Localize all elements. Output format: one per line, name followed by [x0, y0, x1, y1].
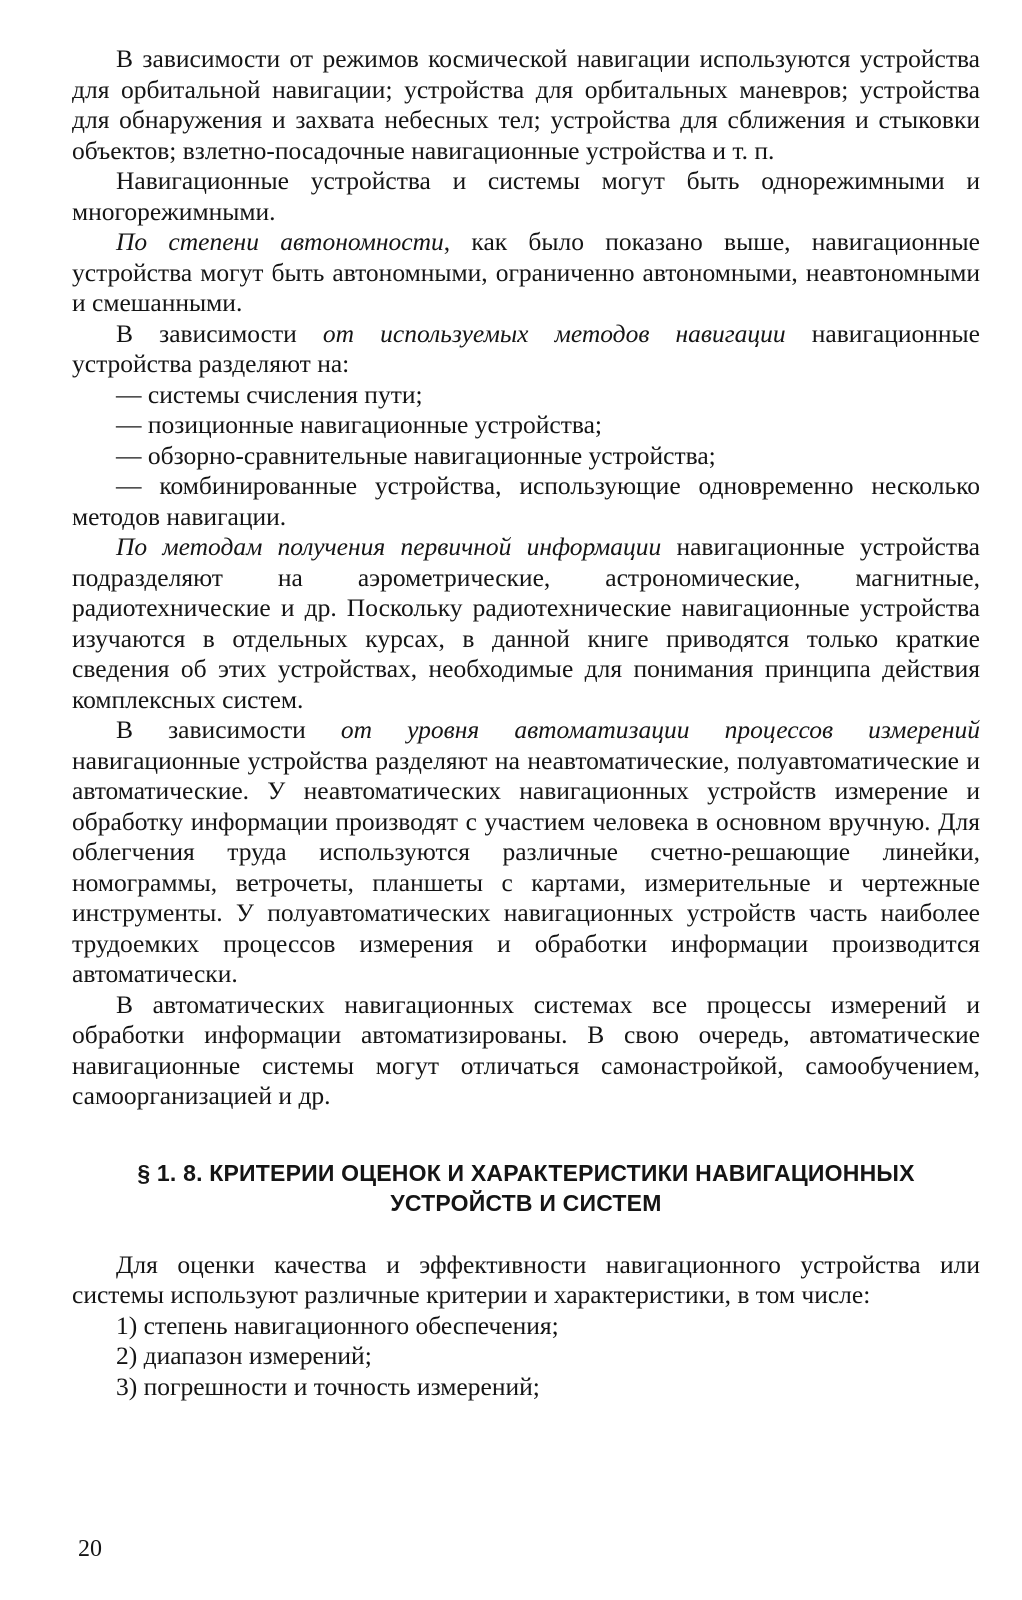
paragraph-text: навигационные устройства разделяют на неавтоматические, полуавтоматические и автоматические. У неавтоматических навигационных устройств измерение и обработку информации производят с участием человека в основном вручную. Для облегчения труда используются различные счетно-решающие линейки, номограммы, ветрочеты, планшеты с картами, измерительные и чертежные инструменты. У полуавтоматических навигационных устройств часть наиболее трудоемких процессов измерения и обработки информации производится автоматически. — [72, 745, 980, 988]
paragraph-text: — позиционные навигационные устройства; — [116, 410, 602, 439]
paragraph — [72, 166, 980, 227]
paragraph-text: Навигационные устройства и системы могут быть однорежимными и многорежимными. — [72, 166, 980, 226]
criteria-list-item-1: 1) степень навигационного обеспечения; — [116, 1310, 559, 1340]
page-number: 20 — [78, 1536, 102, 1562]
paragraph-text: навигационные устройства подразделяют на аэрометрические, астрономические, магнитные, радиотехнические и др. Поскольку радиотехнические навигационные устройства изучаются в отдельных курсах, в данной книге приводятся только краткие сведения об этих устройствах, необходимые для понимания принципа действия комплексных систем. — [72, 532, 980, 714]
paragraph-text: — обзорно-сравнительные навигационные устройства; — [116, 440, 716, 470]
emphasis-text: от уровня автоматизации процессов измерений — [340, 715, 980, 744]
paragraph — [72, 715, 980, 990]
paragraph — [72, 44, 980, 166]
list-item — [72, 471, 980, 532]
paragraph-text: В зависимости — [116, 318, 323, 348]
paragraph-text: В автоматических навигационных системах все процессы измерений и обработки информации автоматизированы. В свою очередь, автоматические навигационные системы могут отличаться самонастройкой, самообучением, самоорганизацией и др. — [72, 989, 980, 1110]
paragraph — [72, 532, 980, 715]
emphasis-text: от используемых методов навигации — [322, 318, 786, 348]
section-heading — [72, 1158, 980, 1218]
list-item — [72, 410, 980, 441]
section-body — [72, 1250, 980, 1403]
paragraph-text: , как было показано выше, навигационные устройства могут быть автономными, ограниченно автономными, неавтономными и смешанными. — [72, 227, 981, 317]
paragraph-text: В зависимости — [116, 715, 341, 744]
section-intro-paragraph: Для оценки качества и эффективности навигационного устройства или системы используют различные критерии и характеристики, в том числе: — [72, 1249, 980, 1309]
paragraph-text: В зависимости от режимов космической навигации используются устройства для орбитальной навигации; устройства для орбитальных маневров; устройства для обнаружения и захвата небесных тел; устройства для сближения и стыковки объектов; взлетно-посадочные навигационные устройства и т. п. — [72, 44, 980, 165]
section-heading-line-1: § 1. 8. КРИТЕРИИ ОЦЕНОК И ХАРАКТЕРИСТИКИ НАВИГАЦИОННЫХ — [137, 1159, 915, 1186]
criteria-list-item-2: 2) диапазон измерений; — [116, 1341, 372, 1370]
paragraph — [72, 319, 980, 380]
paragraph — [72, 227, 980, 319]
paragraph-text: — комбинированные устройства, использующие одновременно несколько методов навигации. — [72, 471, 980, 531]
paragraph — [72, 990, 980, 1112]
emphasis-text: По методам получения первичной информации — [116, 532, 662, 561]
list-item — [72, 441, 980, 472]
emphasis-text: По степени автономности — [116, 227, 444, 256]
section-heading-line-2: УСТРОЙСТВ И СИСТЕМ — [390, 1189, 662, 1216]
paragraph-text: — системы счисления пути; — [116, 379, 423, 409]
body-text — [72, 44, 980, 1112]
criteria-list-item-3: 3) погрешности и точность измерений; — [116, 1371, 540, 1401]
list-item — [72, 380, 980, 411]
paragraph-text: навигационные устройства разделяют на: — [72, 318, 980, 378]
